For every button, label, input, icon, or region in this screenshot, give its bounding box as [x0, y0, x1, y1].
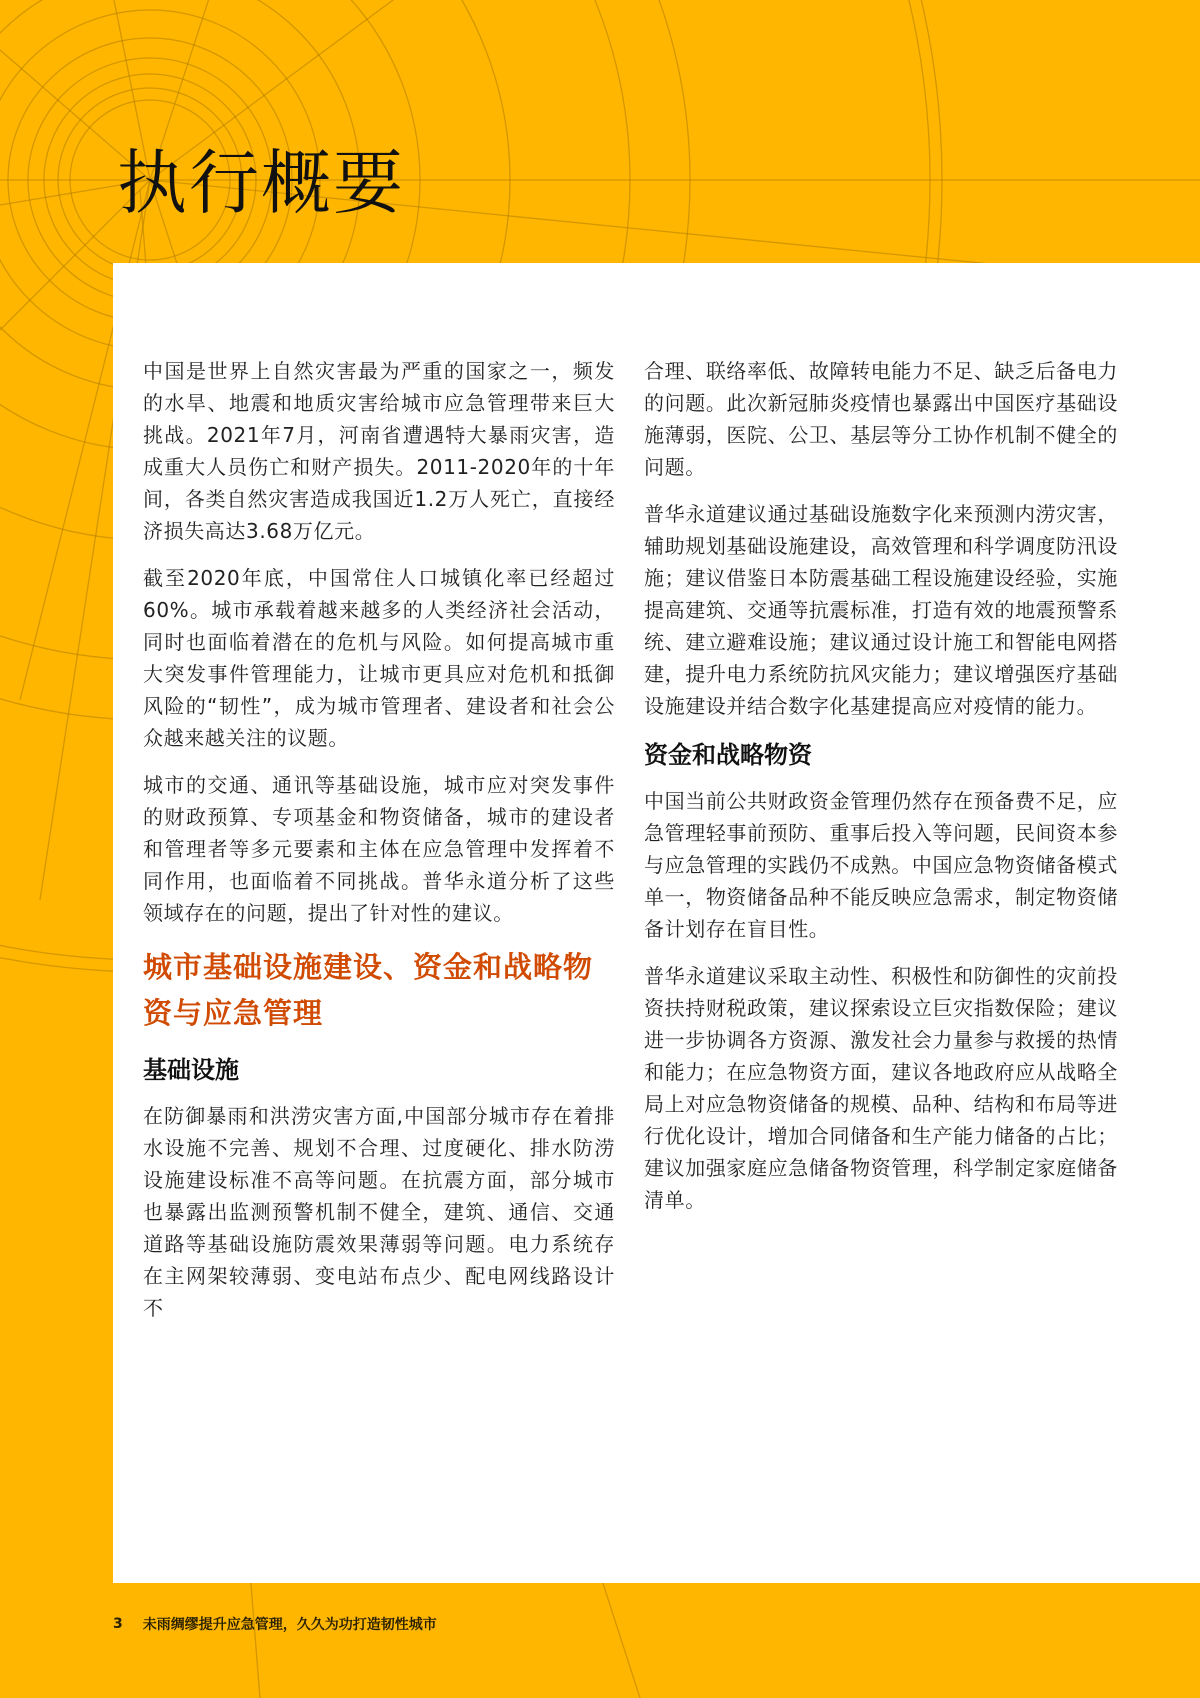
infrastructure-recommendation-paragraph: 普华永道建议通过基础设施数字化来预测内涝灾害，辅助规划基础设施建设，高效管理和科学调度防汛设施；建议借鉴日本防震基础工程设施建设经验，实施提高建筑、交通等抗震标准，打造有效的地震预警系统、建立避难设施；建议通过设计施工和智能电网搭建，提升电力系统防抗风灾能力；建议增强医疗基础设施建设并结合数字化基建提高应对疫情的能力。: [644, 502, 1118, 718]
section-heading: 城市基础设施建设、资金和战略物资与应急管理: [143, 950, 594, 1030]
infrastructure-paragraph: 在防御暴雨和洪涝灾害方面,中国部分城市存在着排水设施不完善、规划不合理、过度硬化、排水防涝设施建设标准不高等问题。在抗震方面，部分城市也暴露出监测预警机制不健全，建筑、通信、交通道路等基础设施防震效果薄弱等问题。电力系统存在主网架较薄弱、变电站布点少、配电网线路设计不: [143, 1104, 615, 1320]
funding-paragraph-1: 中国当前公共财政资金管理仍然存在预备费不足，应急管理轻事前预防、重事后投入等问题，民间资本参与应急管理的实践仍不成熟。中国应急物资储备模式单一，物资储备品种不能反映应急需求，制定物资储备计划存在盲目性。: [644, 789, 1118, 941]
page-number: 3: [113, 1616, 123, 1632]
intro-paragraph-3: 城市的交通、通讯等基础设施，城市应对突发事件的财政预算、专项基金和物资储备，城市的建设者和管理者等多元要素和主体在应急管理中发挥着不同作用，也面临着不同挑战。普华永道分析了这些领域存在的问题，提出了针对性的建议。: [143, 773, 615, 925]
page-title: 执行概要: [117, 142, 405, 224]
intro-paragraph-1: 中国是世界上自然灾害最为严重的国家之一，频发的水旱、地震和地质灾害给城市应急管理带来巨大挑战。2021年7月，河南省遭遇特大暴雨灾害，造成重大人员伤亡和财产损失。2011-2020年的十年间，各类自然灾害造成我国近1.2万人死亡，直接经济损失高达3.68万亿元。: [143, 359, 615, 543]
content-panel: [113, 263, 1200, 1583]
left-column: [143, 355, 615, 1339]
running-title: 未雨绸缪提升应急管理，久久为功打造韧性城市: [142, 1617, 437, 1633]
page-footer: [113, 1614, 437, 1634]
right-column: [644, 355, 1118, 1231]
infrastructure-continued-paragraph: 合理、联络率低、故障转电能力不足、缺乏后备电力的问题。此次新冠肺炎疫情也暴露出中国医疗基础设施薄弱，医院、公卫、基层等分工协作机制不健全的问题。: [644, 359, 1118, 479]
funding-paragraph-2: 普华永道建议采取主动性、积极性和防御性的灾前投资扶持财税政策，建议探索设立巨灾指数保险；建议进一步协调各方资源、激发社会力量参与救援的热情和能力；在应急物资方面，建议各地政府应从战略全局上对应急物资储备的规模、品种、结构和布局等进行优化设计，增加合同储备和生产能力储备的占比；建议加强家庭应急储备物资管理，科学制定家庭储备清单。: [644, 964, 1118, 1212]
funding-heading: 资金和战略物资: [644, 741, 812, 769]
infrastructure-heading: 基础设施: [143, 1056, 239, 1084]
intro-paragraph-2: 截至2020年底，中国常住人口城镇化率已经超过60%。城市承载着越来越多的人类经济社会活动，同时也面临着潜在的危机与风险。如何提高城市重大突发事件管理能力，让城市更具应对危机和抵御风险的“韧性”，成为城市管理者、建设者和社会公众越来越关注的议题。: [143, 566, 615, 750]
